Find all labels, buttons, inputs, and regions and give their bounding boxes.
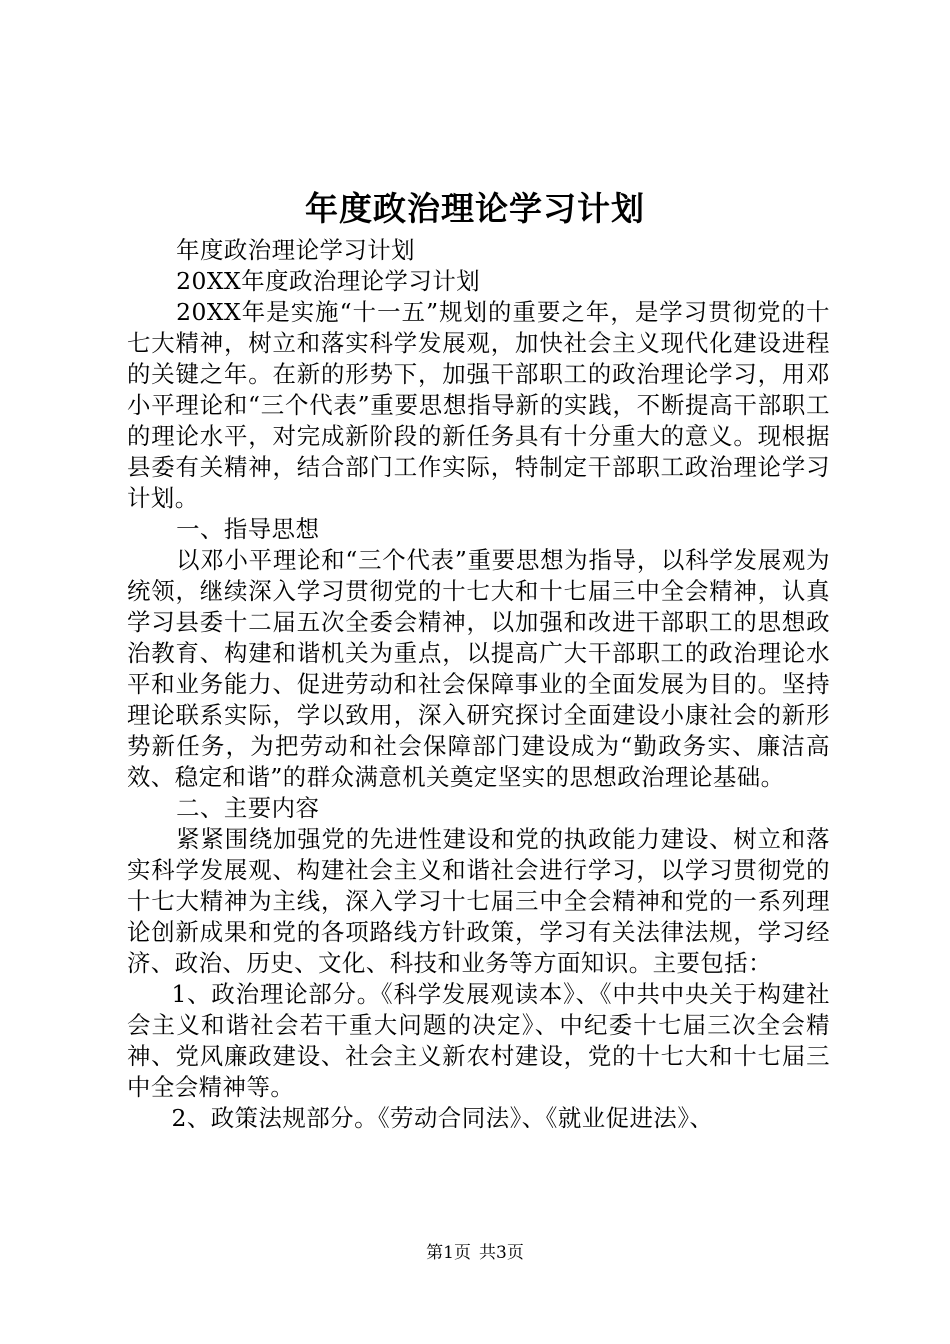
document-title: 年度政治理论学习计划 — [305, 189, 645, 228]
page-footer — [0, 1241, 950, 1265]
section-heading-guiding-thought: 一、指导思想 — [176, 515, 320, 543]
list-item-political-theory: 1、政治理论部分。《科学发展观读本》、《中共中央关于构建社会主义和谐社会若干重大问题的决定》、中纪委十七届三次全会精神、党风廉政建设、社会主义新农村建设，党的十七大和十七届三中全会精神等。 — [127, 980, 830, 1101]
page-total: 共3页 — [479, 1243, 524, 1263]
paragraph-subtitle: 20XX年度政治理论学习计划 — [176, 267, 481, 295]
page-number: 第1页 — [426, 1243, 471, 1263]
paragraph-heading-repeat: 年度政治理论学习计划 — [176, 236, 416, 264]
paragraph-main-content: 紧紧围绕加强党的先进性建设和党的执政能力建设、树立和落实科学发展观、构建社会主义和谐社会进行学习，以学习贯彻党的十七大精神为主线，深入学习十七届三中全会精神和党的一系列理论创新成果和党的各项路线方针政策，学习有关法律法规，学习经济、政治、历史、文化、科技和业务等方面知识。主要包括： — [127, 825, 830, 977]
section-heading-main-content: 二、主要内容 — [176, 794, 320, 822]
paragraph-guiding-thought: 以邓小平理论和“三个代表”重要思想为指导，以科学发展观为统领，继续深入学习贯彻党的十七大和十七届三中全会精神，认真学习县委十二届五次全委会精神，以加强和改进干部职工的思想政治教育、构建和谐机关为重点，以提高广大干部职工的政治理论水平和业务能力、促进劳动和社会保障事业的全面发展为目的。坚持理论联系实际，学以致用，深入研究探讨全面建设小康社会的新形势新任务，为把劳动和社会保障部门建设成为“勤政务实、廉洁高效、稳定和谐”的群众满意机关奠定坚实的思想政治理论基础。 — [127, 546, 830, 791]
list-item-policy-regulations: 2、政策法规部分。《劳动合同法》、《就业促进法》、 — [171, 1104, 714, 1132]
document-body — [127, 235, 830, 1134]
paragraph-intro: 20XX年是实施“十一五”规划的重要之年，是学习贯彻党的十七大精神，树立和落实科学发展观，加快社会主义现代化建设进程的关键之年。在新的形势下，加强干部职工的政治理论学习，用邓小平理论和“三个代表”重要思想指导新的实践，不断提高干部职工的理论水平，对完成新阶段的新任务具有十分重大的意义。现根据县委有关精神，结合部门工作实际，特制定干部职工政治理论学习计划。 — [127, 298, 830, 512]
